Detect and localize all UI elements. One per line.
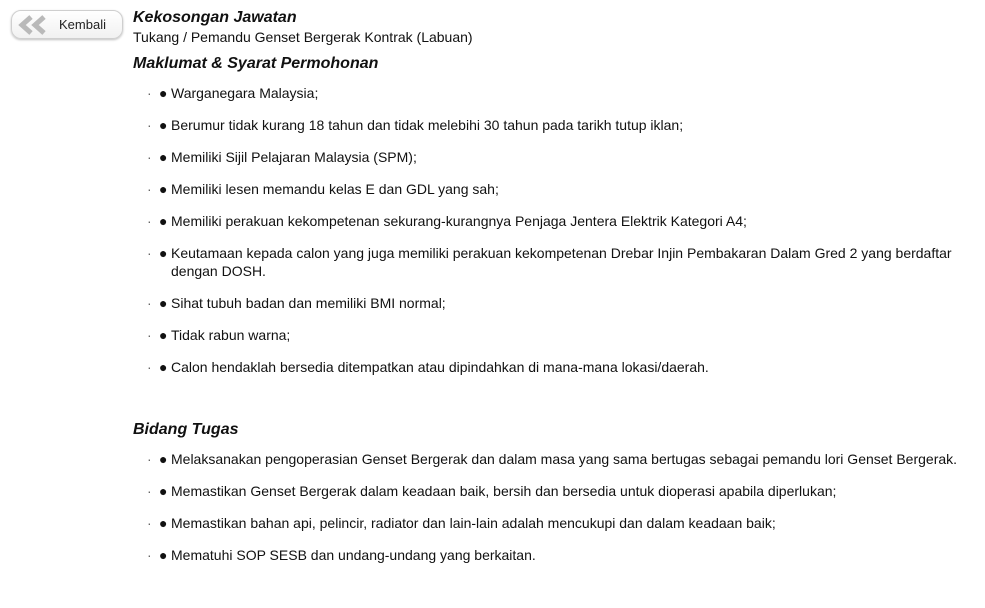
bullet-icon: ● (159, 359, 168, 375)
list-item (133, 180, 973, 198)
bullet-small: · (147, 483, 152, 499)
list-item (133, 84, 973, 102)
list-item (133, 326, 973, 344)
list-item-text: Warganegara Malaysia; (171, 85, 319, 101)
list-item (133, 546, 973, 564)
bullet-icon: ● (159, 483, 168, 499)
list-item (133, 482, 973, 500)
back-button-label: Kembali (59, 17, 106, 32)
list-item (133, 212, 973, 230)
bullet-small: · (147, 327, 152, 343)
list-item (133, 450, 973, 468)
bullet-small: · (147, 547, 152, 563)
list-item-text: Berumur tidak kurang 18 tahun dan tidak melebihi 30 tahun pada tarikh tutup iklan; (171, 117, 684, 133)
list-item (133, 294, 973, 312)
list-item-text: Memastikan bahan api, pelincir, radiator dan lain-lain adalah mencukupi dan dalam keadaan baik; (171, 515, 776, 531)
bullet-small: · (147, 213, 152, 229)
bullet-icon: ● (159, 295, 168, 311)
bullet-small: · (147, 295, 152, 311)
requirements-section-title: Maklumat & Syarat Permohonan (133, 55, 379, 72)
job-detail (133, 6, 973, 578)
bullet-small: · (147, 181, 152, 197)
list-item-text: Memiliki perakuan kekompetenan sekurang-kurangnya Penjaga Jentera Elektrik Kategori A4; (171, 213, 747, 229)
list-item-text: Mematuhi SOP SESB dan undang-undang yang berkaitan. (171, 547, 536, 563)
bullet-small: · (147, 359, 152, 375)
double-chevron-left-icon (17, 15, 51, 35)
duties-section-title: Bidang Tugas (133, 421, 239, 438)
bullet-small: · (147, 451, 152, 467)
page-title: Kekosongan Jawatan (133, 9, 297, 26)
bullet-small: · (147, 515, 152, 531)
duties-list (133, 450, 973, 564)
bullet-icon: ● (159, 327, 168, 343)
list-item (133, 116, 973, 134)
bullet-small: · (147, 149, 152, 165)
bullet-icon: ● (159, 149, 168, 165)
list-item (133, 358, 973, 376)
bullet-icon: ● (159, 85, 168, 101)
list-item-text: Sihat tubuh badan dan memiliki BMI normal; (171, 295, 446, 311)
bullet-small: · (147, 117, 152, 133)
list-item-text: Melaksanakan pengoperasian Genset Bergerak dan dalam masa yang sama bertugas sebagai pemandu lori Genset Bergerak. (171, 451, 958, 467)
bullet-small: · (147, 85, 152, 101)
list-item-text: Tidak rabun warna; (171, 327, 291, 343)
bullet-icon: ● (159, 451, 168, 467)
bullet-icon: ● (159, 547, 168, 563)
list-item (133, 148, 973, 166)
list-item-text: Memiliki Sijil Pelajaran Malaysia (SPM); (171, 149, 417, 165)
job-subtitle: Tukang / Pemandu Genset Bergerak Kontrak (Labuan) (133, 29, 473, 45)
bullet-icon: ● (159, 245, 168, 261)
list-item (133, 244, 973, 280)
requirements-list (133, 84, 973, 376)
bullet-icon: ● (159, 515, 168, 531)
bullet-icon: ● (159, 181, 168, 197)
bullet-small: · (147, 245, 152, 261)
list-item-text: Keutamaan kepada calon yang juga memiliki perakuan kekompetenan Drebar Injin Pembakaran Dalam Gred 2 yang berdaftar dengan DOSH. (171, 245, 952, 279)
bullet-icon: ● (159, 117, 168, 133)
list-item-text: Calon hendaklah bersedia ditempatkan atau dipindahkan di mana-mana lokasi/daerah. (171, 359, 709, 375)
list-item-text: Memiliki lesen memandu kelas E dan GDL yang sah; (171, 181, 499, 197)
list-item-text: Memastikan Genset Bergerak dalam keadaan baik, bersih dan bersedia untuk dioperasi apabila diperlukan; (171, 483, 837, 499)
bullet-icon: ● (159, 213, 168, 229)
list-item (133, 514, 973, 532)
back-button[interactable] (11, 10, 123, 39)
